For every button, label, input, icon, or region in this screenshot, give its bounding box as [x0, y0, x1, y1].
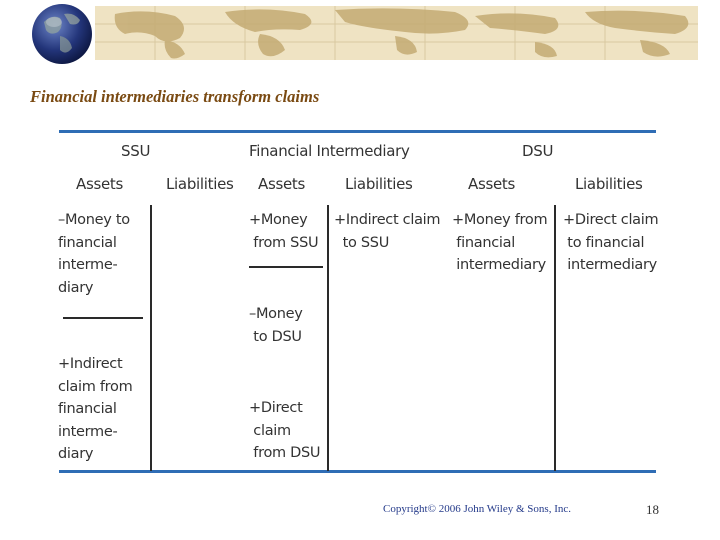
column-header-fi-assets: Assets [258, 175, 306, 193]
divider-ssu [150, 205, 152, 471]
divider-dsu [554, 205, 556, 471]
ssu-assets-money-to-fi: –Money to financial interme- diary [58, 212, 130, 296]
ssu-assets-separator [63, 317, 143, 319]
copyright-text: Copyright© 2006 John Wiley & Sons, Inc. [383, 503, 571, 515]
fi-assets-separator [249, 266, 323, 268]
table-top-rule [59, 130, 656, 133]
group-header-ssu: SSU [121, 142, 151, 160]
group-header-dsu: DSU [522, 142, 554, 160]
fi-liabilities-indirect-claim: +Indirect claim to SSU [334, 212, 441, 251]
ssu-assets-indirect-claim: +Indirect claim from financial interme- diary [58, 356, 133, 462]
column-header-fi-liabilities: Liabilities [345, 175, 413, 193]
column-header-ssu-liabilities: Liabilities [166, 175, 234, 193]
table-bottom-rule [59, 470, 656, 473]
page-number: 18 [646, 502, 659, 517]
fi-assets-money-to-dsu: –Money to DSU [249, 306, 303, 345]
divider-fi [327, 205, 329, 471]
slide-title: Financial intermediaries transform claims [30, 87, 320, 106]
column-header-dsu-liabilities: Liabilities [575, 175, 643, 193]
group-header-financial-intermediary: Financial Intermediary [249, 142, 410, 160]
world-map-banner [95, 6, 698, 60]
fi-assets-money-from-ssu: +Money from SSU [249, 212, 319, 251]
dsu-assets-money-from-fi: +Money from financial intermediary [452, 212, 548, 273]
column-header-dsu-assets: Assets [468, 175, 516, 193]
fi-assets-direct-claim: +Direct claim from DSU [249, 400, 321, 461]
dsu-liabilities-direct-claim: +Direct claim to financial intermediary [563, 212, 659, 273]
column-header-ssu-assets: Assets [76, 175, 124, 193]
globe-icon [30, 2, 94, 66]
